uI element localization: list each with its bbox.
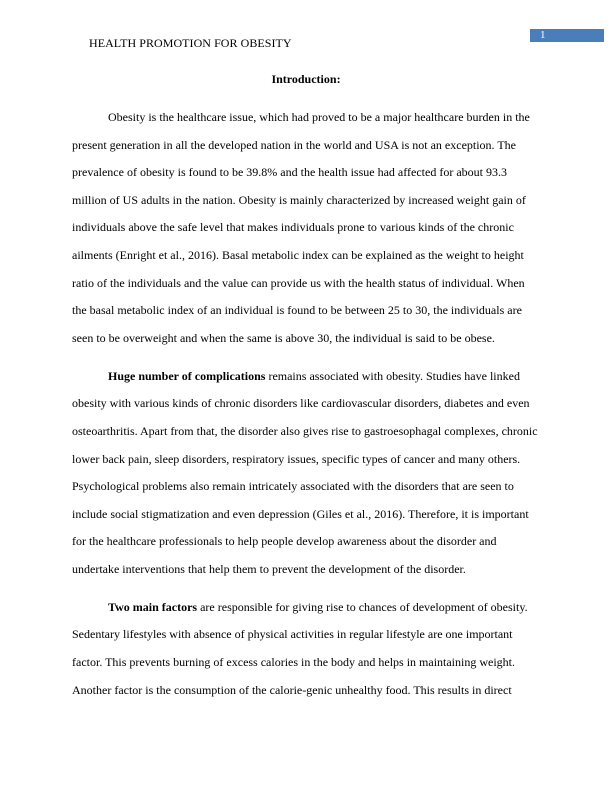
paragraph-1-line-5: individuals above the safe level that makes individuals prone to various kinds of the chronic	[72, 220, 514, 234]
paragraph-3-line-2: Sedentary lifestyles with absence of physical activities in regular lifestyle are one important	[72, 627, 513, 641]
page-number: 1	[540, 29, 546, 41]
section-heading: Introduction:	[271, 72, 341, 86]
paragraph-1-line-7: ratio of the individuals and the value can provide us with the health status of individual. When	[72, 276, 525, 290]
paragraph-1-line-6: ailments (Enright et al., 2016). Basal metabolic index can be explained as the weight to height	[72, 248, 524, 262]
paragraph-2-line-8: undertake interventions that help them to prevent the development of the disorder.	[72, 562, 466, 576]
paragraph-2-line-7: for the healthcare professionals to help people develop awareness about the disorder and	[72, 534, 497, 548]
paragraph-3-line-3: factor. This prevents burning of excess calories in the body and helps in maintaining weight.	[72, 655, 516, 669]
paragraph-1-line-3: prevalence of obesity is found to be 39.8% and the health issue had affected for about 93.3	[72, 165, 507, 179]
paragraph-2-line-4: lower back pain, sleep disorders, respiratory issues, specific types of cancer and many others.	[72, 452, 521, 466]
paragraph-1-line-9: seen to be overweight and when the same is above 30, the individual is said to be obese.	[72, 331, 495, 345]
paragraph-1-line-2: present generation in all the developed nation in the world and USA is not an exception. The	[72, 138, 516, 152]
paragraph-2-line-6: include social stigmatization and even depression (Giles et al., 2016). Therefore, it is important	[72, 507, 529, 521]
paragraph-2-line-5: Psychological problems also remain intricately associated with the disorders that are seen to	[72, 479, 514, 493]
paragraph-3-line-4: Another factor is the consumption of the calorie-genic unhealthy food. This results in direct	[72, 683, 512, 697]
paragraph-2-line-1	[108, 369, 520, 383]
paragraph-2-lead-bold: Huge number of complications	[108, 369, 266, 383]
paragraph-2-line-3: osteoarthritis. Apart from that, the disorder also gives rise to gastroesophagal complexes, chronic	[72, 424, 538, 438]
paragraph-1-line-8: the basal metabolic index of an individual is found to be between 25 to 30, the individuals are	[72, 303, 522, 317]
paragraph-3-lead-bold: Two main factors	[108, 600, 198, 614]
paragraph-1-line-1: Obesity is the healthcare issue, which had proved to be a major healthcare burden in the	[108, 110, 530, 124]
running-head: HEALTH PROMOTION FOR OBESITY	[89, 36, 292, 50]
paragraph-3-line-1	[108, 600, 528, 614]
paragraph-1-line-4: million of US adults in the nation. Obesity is mainly characterized by increased weight gain of	[72, 193, 526, 207]
paragraph-2-line-2: obesity with various kinds of chronic disorders like cardiovascular disorders, diabetes and even	[72, 396, 530, 410]
paragraph-2-lead-rest: remains associated with obesity. Studies have linked	[265, 369, 520, 383]
paragraph-3-lead-rest: are responsible for giving rise to chances of development of obesity.	[197, 600, 528, 614]
page-number-box	[530, 29, 604, 42]
